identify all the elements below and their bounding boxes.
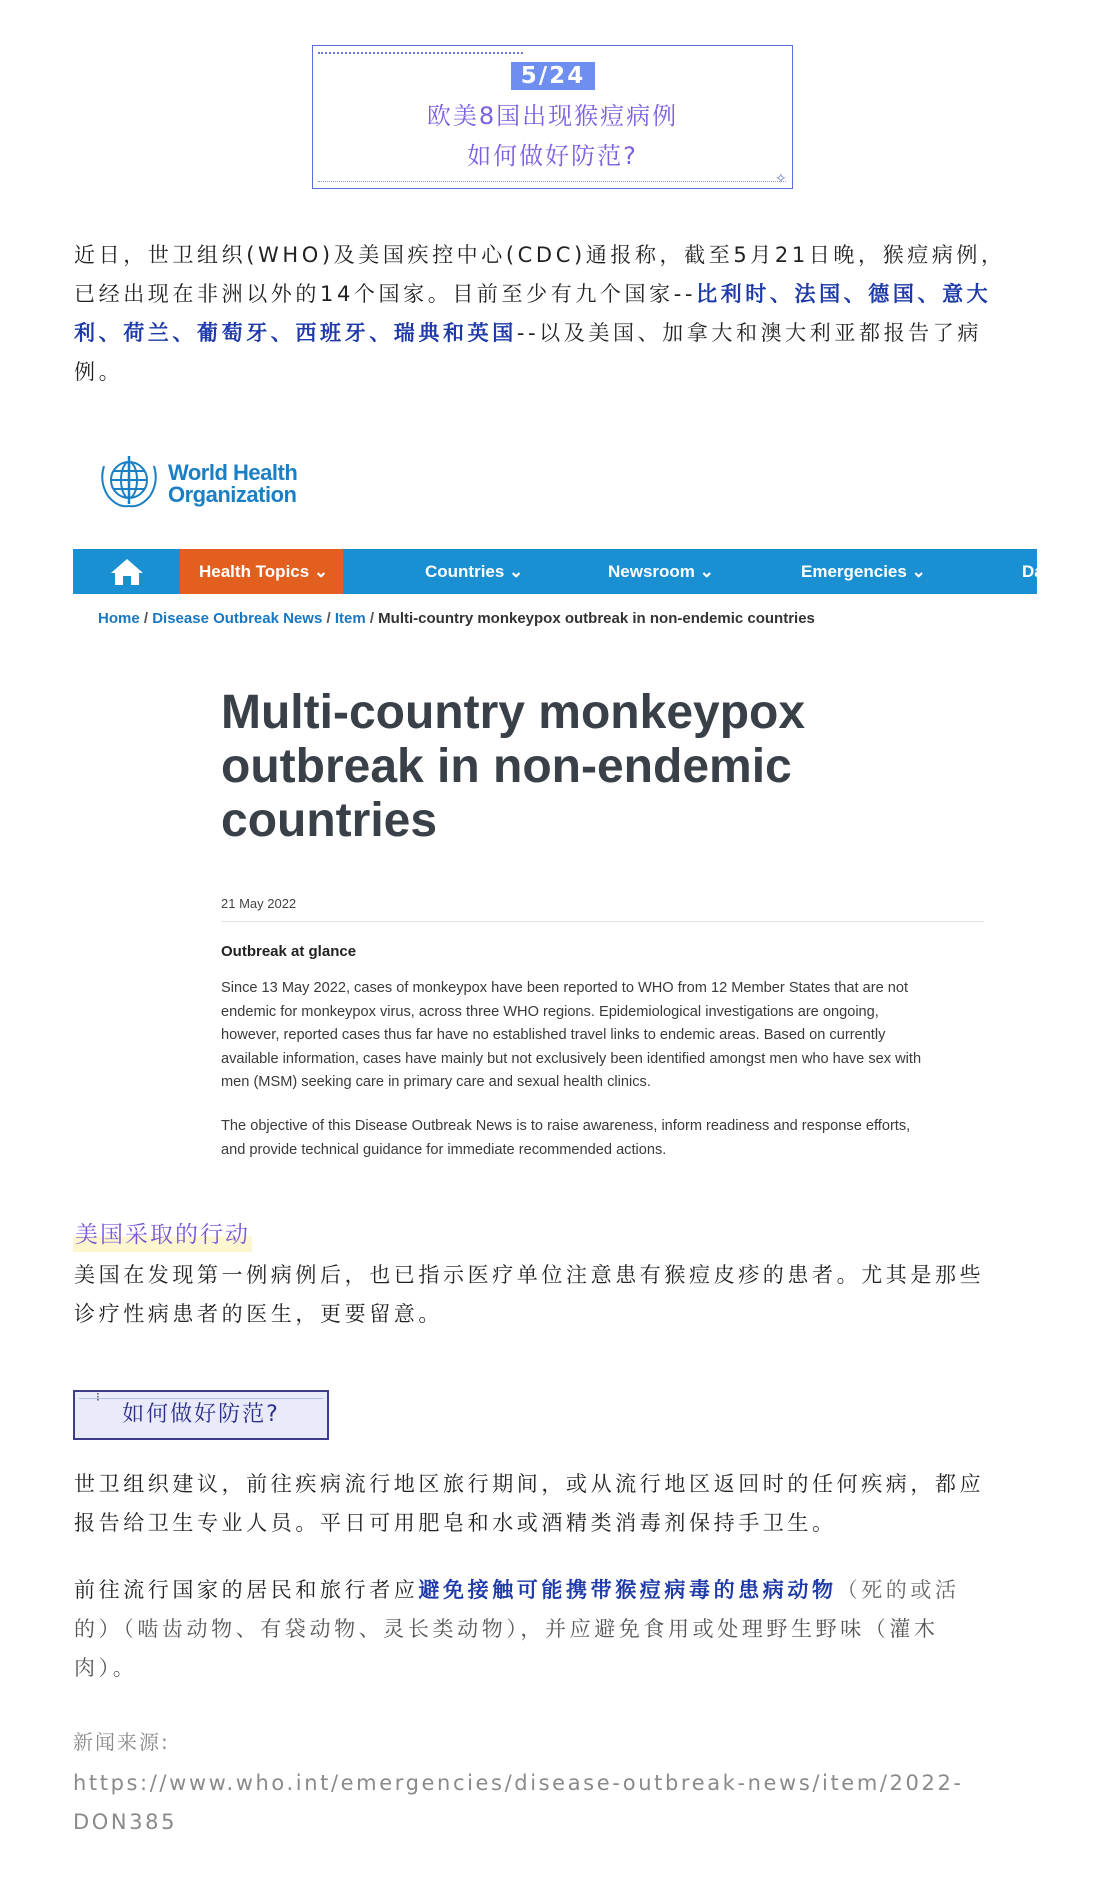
nav-countries[interactable]: Countries ⌄: [425, 562, 524, 581]
nav-newsroom[interactable]: Newsroom ⌄: [608, 562, 714, 581]
source-url[interactable]: https://www.who.int/emergencies/disease-outbreak-news/item/2022- DON385: [73, 1771, 964, 1834]
nav-data-cut[interactable]: Da: [1022, 562, 1044, 581]
breadcrumb-home[interactable]: Home: [98, 610, 140, 627]
who-body-paragraph-2: The objective of this Disease Outbreak News is to raise awareness, inform readiness and response efforts, and provide technical guidance for immediate recommended actions.: [221, 1118, 911, 1158]
prevention-heading: 如何做好防范?: [122, 1402, 280, 1427]
breadcrumb-current: Multi-country monkeypox outbreak in non-endemic countries: [378, 610, 815, 627]
header-date-badge: 5/24: [511, 62, 595, 90]
who-nav-bar: [73, 549, 1044, 594]
intro-paragraph: [74, 236, 1034, 392]
prevention-paragraph-2: 前往流行国家的居民和旅行者应避免接触可能携带猴痘病毒的患病动物（死的或活 的）（啮齿动物、有袋动物、灵长类动物），并应避免食用或处理野生野味（灌木 肉）。: [74, 1578, 960, 1680]
intro-line: 利、荷兰、葡萄牙、西班牙、瑞典和英国--以及美国、加拿大和澳大利亚都报告了病: [74, 321, 982, 345]
who-subheading: Outbreak at glance: [221, 943, 357, 960]
home-icon: [109, 557, 145, 587]
who-article-title: Multi-country monkeypox outbreak in non-endemic countries: [221, 686, 806, 847]
nav-health-topics[interactable]: Health Topics ⌄: [180, 549, 343, 594]
sparkle-icon: ✧: [775, 171, 787, 187]
divider: [221, 921, 984, 922]
us-section-paragraph: 美国在发现第一例病例后，也已指示医疗单位注意患有猴痘皮疹的患者。尤其是那些 诊疗性病患者的医生，更要留意。: [74, 1263, 985, 1326]
country-list-link[interactable]: 利、荷兰、葡萄牙、西班牙、瑞典和英国: [74, 321, 517, 345]
intro-line: 例。: [74, 360, 124, 384]
prevention-paragraph-1: 世卫组织建议，前往疾病流行地区旅行期间，或从流行地区返回时的任何疾病，都应 报告给卫生专业人员。平日可用肥皂和水或酒精类消毒剂保持手卫生。: [74, 1472, 985, 1535]
intro-line: 近日，世卫组织(WHO)及美国疾控中心(CDC)通报称，截至5月21日晚，猴痘病例，: [74, 243, 1006, 267]
who-emblem-icon: [96, 452, 162, 512]
header-dotted-line-top: [318, 52, 523, 54]
breadcrumb-don[interactable]: Disease Outbreak News: [152, 610, 323, 627]
who-logo-text-line2: Organization: [168, 482, 297, 507]
breadcrumb: Home / Disease Outbreak News / Item / Multi-country monkeypox outbreak in non-endemic countries: [98, 610, 815, 627]
header-title-line2: 如何做好防范?: [467, 142, 638, 170]
header-dotted-line-bottom: [318, 181, 786, 182]
source-label: 新闻来源:: [73, 1730, 170, 1754]
country-list-link[interactable]: 比利时、法国、德国、意大: [696, 282, 992, 306]
box-corner-mark: ⁝: [96, 1390, 100, 1404]
intro-line: 已经出现在非洲以外的14个国家。目前至少有九个国家--比利时、法国、德国、意大: [74, 282, 992, 306]
us-section-heading: 美国采取的行动: [73, 1218, 252, 1252]
who-body-paragraph-1: Since 13 May 2022, cases of monkeypox have been reported to WHO from 12 Member States that are not endemic for monkeypox virus, across three WHO regions. Epidemiological investigations are ongoing, however, reported cases thus far have no established travel links to endemic areas. Based on currently available information, cases have mainly but not exclusively been identified amongst men who have sex with men (MSM) seeking care in primary care and sexual health clinics.: [221, 980, 922, 1091]
avoid-animals-link[interactable]: 避免接触可能携带猴痘病毒的患病动物: [418, 1578, 837, 1602]
who-article-date: 21 May 2022: [221, 896, 297, 911]
who-logo-text-line1: World Health: [168, 460, 298, 485]
nav-home-button[interactable]: [73, 549, 180, 594]
nav-emergencies[interactable]: Emergencies ⌄: [801, 562, 926, 581]
breadcrumb-item[interactable]: Item: [334, 610, 366, 627]
header-title-line1: 欧美8国出现猴痘病例: [426, 102, 679, 130]
